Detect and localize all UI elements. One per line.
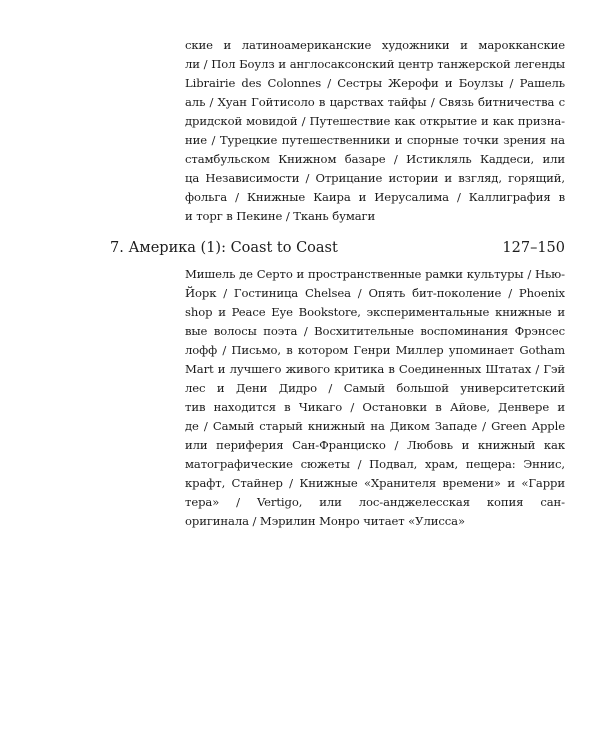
text-line: ли / Пол Боулз и англосаксонский центр танжерской легенды [185,57,565,71]
text-line: ние / Турецкие путешественники и спорные точки зрения на [185,133,565,147]
text-line: лофф / Письмо, в котором Генри Миллер упоминает Gotham [185,343,565,357]
text-line: Mart и лучшего живого критика в Соединенных Штатах / Гэй [185,362,565,376]
text-line: и торг в Пекине / Ткань бумаги [185,209,376,223]
text-line: ца Независимости / Отрицание истории и взгляд, горящий, [185,171,565,185]
text-line: аль / Хуан Гойтисоло в царствах тайфы / Связь битничества с [185,95,565,109]
text-line: ские и латиноамериканские художники и марокканские [185,38,565,52]
text-line: тив находится в Чикаго / Остановки в Айове, Денвере и [185,400,565,414]
text-line: дридской мовидой / Путешествие как открытие и как призна- [185,114,565,128]
chapter-pages: 127–150 [502,240,565,256]
text-line: Йорк / Гостиница Chelsea / Опять бит-поколение / Phoenix [185,286,565,300]
text-line: крафт, Стайнер / Книжные «Хранителя времени» и «Гарри [185,476,565,490]
text-line: вые волосы поэта / Восхитительные воспоминания Фрэнсес [185,324,565,338]
text-line: фольга / Книжные Каира и Иерусалима / Каллиграфия в [185,190,565,204]
chapter-title: 7. Америка (1): Coast to Coast [110,240,338,256]
text-line: тера» / Vertigo, или лос-анджелесская копия сан- [185,495,565,509]
text-line: Librairie des Colonnes / Сестры Жерофи и Боулзы / Рашель [185,76,565,90]
text-line: или периферия Сан-Франциско / Любовь и книжный как [185,438,565,452]
text-line: лес и Дени Дидро / Самый большой университетский [185,381,565,395]
text-line: де / Самый старый книжный на Диком Западе / Green Apple [185,419,565,433]
text-line: оригинала / Мэрилин Монро читает «Улисса» [185,514,465,528]
text-line: матографические сюжеты / Подвал, храм, пещера: Эннис, [185,457,565,471]
text-line: shop и Peace Eye Bookstore, экспериментальные книжные и [185,305,565,319]
text-line: Мишель де Серто и пространственные рамки культуры / Нью- [185,267,565,281]
text-line: стамбульском Книжном базаре / Истикляль Каддеси, или [185,152,565,166]
